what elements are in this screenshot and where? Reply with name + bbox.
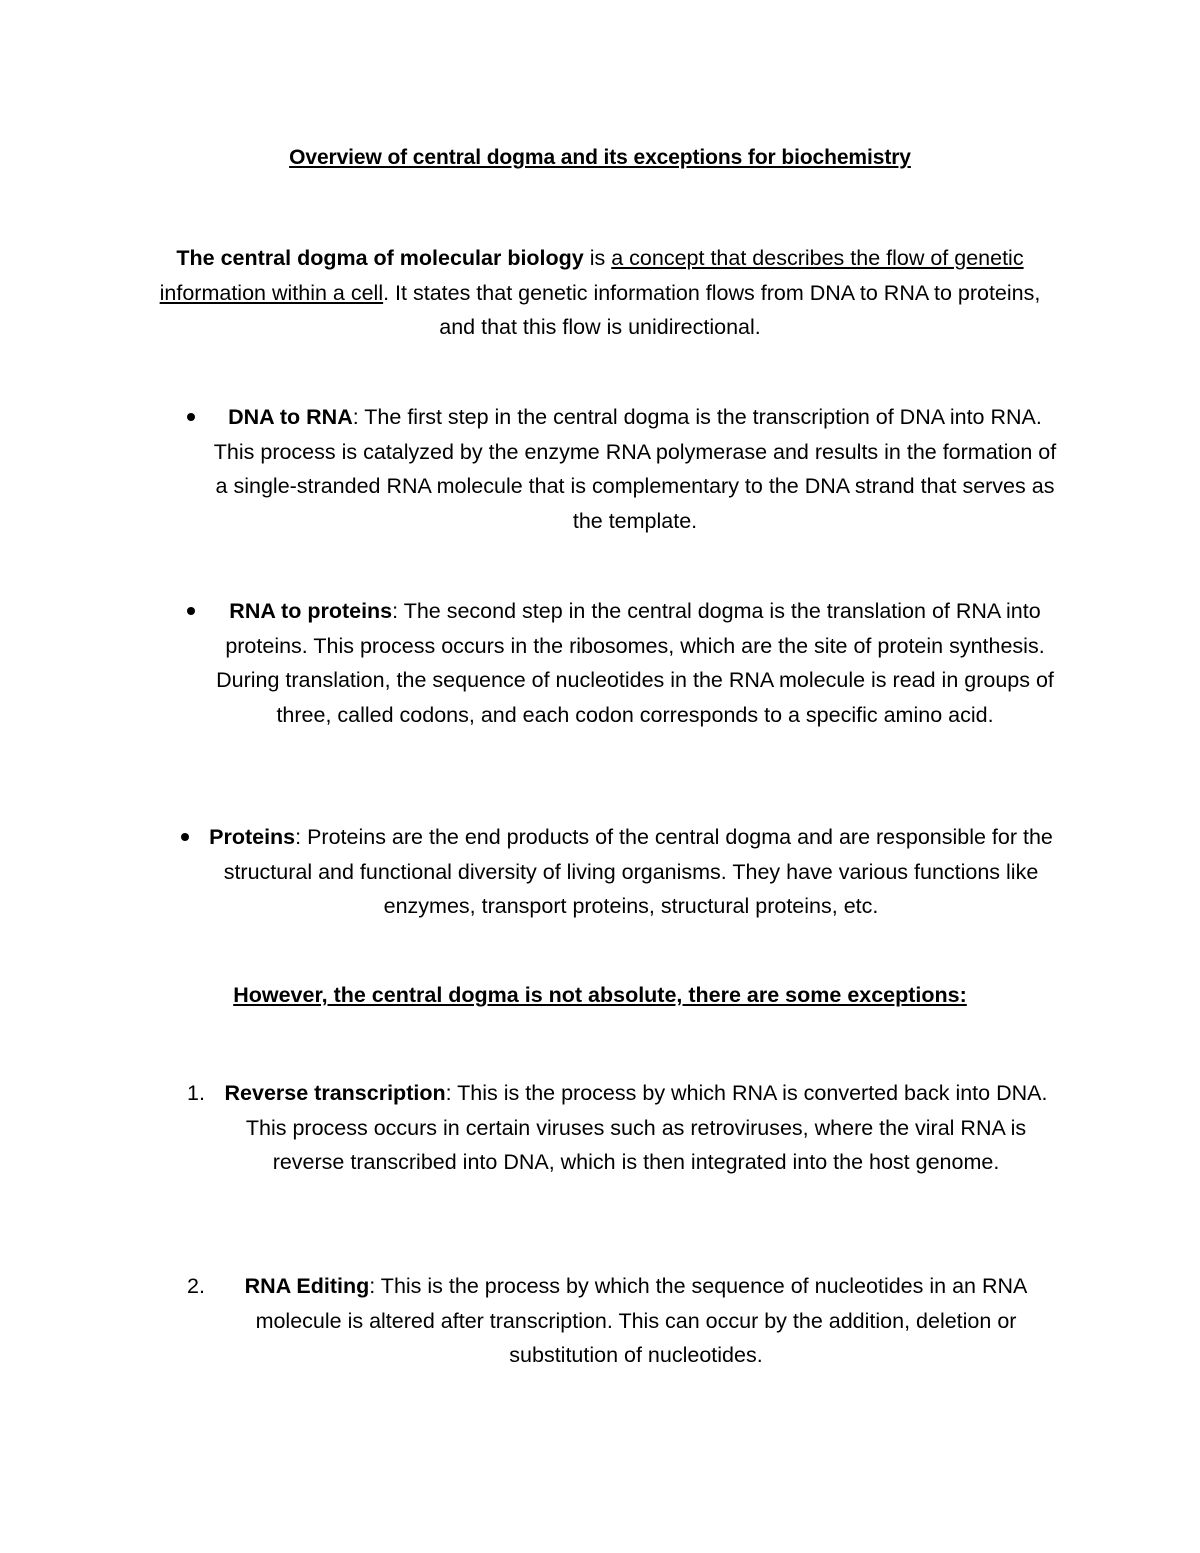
exception-text bbox=[212, 1076, 1060, 1180]
exception-item-rna-editing bbox=[150, 1269, 1050, 1379]
bullet-text bbox=[210, 400, 1060, 538]
bullet-dot bbox=[187, 413, 195, 421]
bullet-label: RNA to proteins bbox=[229, 599, 393, 623]
intro-paragraph bbox=[150, 241, 1050, 345]
exception-label: RNA Editing bbox=[244, 1274, 370, 1298]
exception-body: : This is the process by which the sequence of nucleotides in an RNA molecule is altered after transcription. This can occur by the addition, deletion or substitution of nucleotides. bbox=[255, 1274, 1028, 1367]
intro-definition: a concept that describes the flow of genetic information within a cell bbox=[159, 246, 1024, 305]
bullet-dot bbox=[181, 833, 189, 841]
bullet-text bbox=[202, 820, 1060, 924]
bullet-body: : Proteins are the end products of the central dogma and are responsible for the structural and functional diversity of living organisms. They have various functions like enzymes, transport proteins, structural proteins, etc. bbox=[223, 825, 1053, 918]
bullet-text bbox=[210, 594, 1060, 732]
intro-connector: is bbox=[583, 246, 612, 270]
intro-rest: . It states that genetic information flows from DNA to RNA to proteins, and that this flow is unidirectional. bbox=[383, 280, 1041, 339]
exception-text bbox=[212, 1269, 1060, 1373]
exception-body: : This is the process by which RNA is converted back into DNA. This process occurs in certain viruses such as retroviruses, where the viral RNA is reverse transcribed into DNA, which is then integrated into the host genome. bbox=[245, 1081, 1048, 1174]
bullet-label: DNA to RNA bbox=[228, 405, 353, 429]
exception-number: 2. bbox=[187, 1274, 205, 1298]
bullet-body: : The first step in the central dogma is the transcription of DNA into RNA. This process is catalyzed by the enzyme RNA polymerase and results in the formation of a single-stranded RNA molecule that is complementary to the DNA strand that serves as the template. bbox=[213, 405, 1057, 533]
bullet-dot bbox=[187, 607, 195, 615]
bullet-item-rna-to-proteins bbox=[150, 594, 1054, 769]
bullet-item-proteins bbox=[150, 820, 1053, 930]
intro-term: The central dogma of molecular biology bbox=[176, 246, 584, 270]
exception-number: 1. bbox=[187, 1081, 205, 1105]
bullet-item-dna-to-rna bbox=[150, 400, 1057, 540]
exception-label: Reverse transcription bbox=[224, 1081, 446, 1105]
bullet-body: : The second step in the central dogma is the translation of RNA into proteins. This process occurs in the ribosomes, which are the site of protein synthesis. During translation, the sequence of nucleotides in the RNA molecule is read in groups of three, called codons, and each codon corresponds to a specific amino acid. bbox=[216, 599, 1054, 727]
bullet-label: Proteins bbox=[209, 825, 296, 849]
exceptions-heading: However, the central dogma is not absolute, there are some exceptions: bbox=[233, 983, 967, 1007]
document-title: Overview of central dogma and its exceptions for biochemistry bbox=[289, 146, 911, 169]
exception-item-reverse-transcription bbox=[150, 1076, 1050, 1216]
